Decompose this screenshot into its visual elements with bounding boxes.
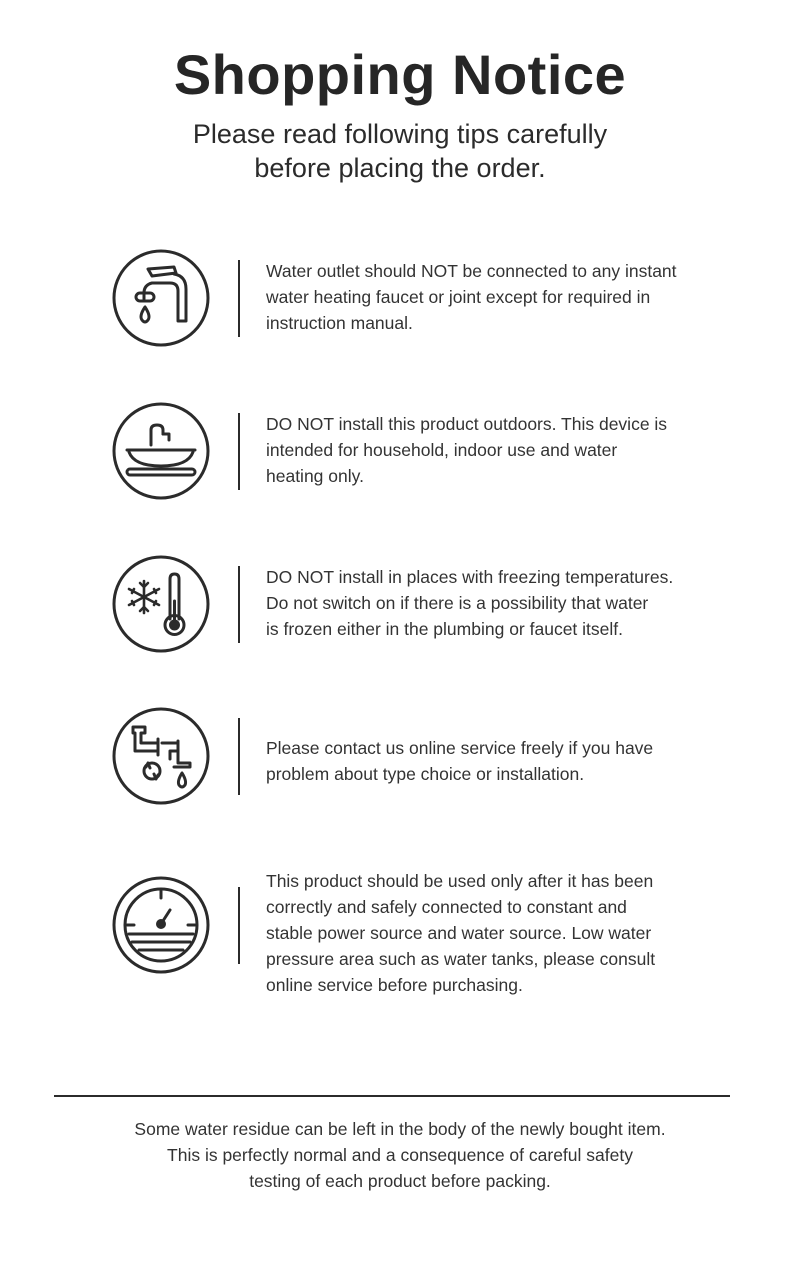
- divider-line: [238, 887, 240, 964]
- tip-line: is frozen either in the plumbing or faucet itself.: [266, 619, 623, 639]
- divider-line: [238, 566, 240, 643]
- faucet-drip-icon: [112, 249, 210, 347]
- snowflake-thermometer-icon: [112, 555, 210, 653]
- divider-line: [238, 413, 240, 490]
- footer-line: Some water residue can be left in the body of the newly bought item.: [134, 1119, 666, 1139]
- tip-line: intended for household, indoor use and water: [266, 440, 618, 460]
- tip-line: Do not switch on if there is a possibility that water: [266, 593, 649, 613]
- tip-line: problem about type choice or installation.: [266, 764, 585, 784]
- footer-note: [0, 1116, 800, 1194]
- pressure-gauge-icon: [112, 876, 210, 974]
- tip-line: Water outlet should NOT be connected to any instant: [266, 261, 677, 281]
- tip-line: Please contact us online service freely if you have: [266, 738, 654, 758]
- tip-line: water heating faucet or joint except for required in: [266, 287, 651, 307]
- pipes-drip-icon: [112, 707, 210, 805]
- tip-text: [266, 411, 706, 489]
- tip-text: [266, 735, 706, 787]
- tip-line: DO NOT install this product outdoors. This device is: [266, 414, 668, 434]
- footer-divider: [54, 1095, 730, 1097]
- tip-line: correctly and safely connected to constant and: [266, 897, 627, 917]
- tip-line: This product should be used only after it has been: [266, 871, 654, 891]
- tip-line: heating only.: [266, 466, 364, 486]
- tip-line: pressure area such as water tanks, please consult: [266, 949, 656, 969]
- tip-line: instruction manual.: [266, 313, 413, 333]
- footer-line: testing of each product before packing.: [249, 1171, 551, 1191]
- divider-line: [238, 718, 240, 795]
- tip-text: [266, 868, 706, 998]
- footer-line: This is perfectly normal and a consequence of careful safety: [167, 1145, 633, 1165]
- tip-text: [266, 258, 706, 336]
- sink-basin-icon: [112, 402, 210, 500]
- page-title: Shopping Notice: [173, 43, 627, 106]
- tip-line: DO NOT install in places with freezing temperatures.: [266, 567, 674, 587]
- tip-text: [266, 564, 706, 642]
- page-subtitle: [0, 117, 800, 185]
- subtitle-line: Please read following tips carefully: [192, 119, 608, 149]
- tip-line: stable power source and water source. Low water: [266, 923, 652, 943]
- tip-line: online service before purchasing.: [266, 975, 523, 995]
- divider-line: [238, 260, 240, 337]
- subtitle-line: before placing the order.: [254, 153, 546, 183]
